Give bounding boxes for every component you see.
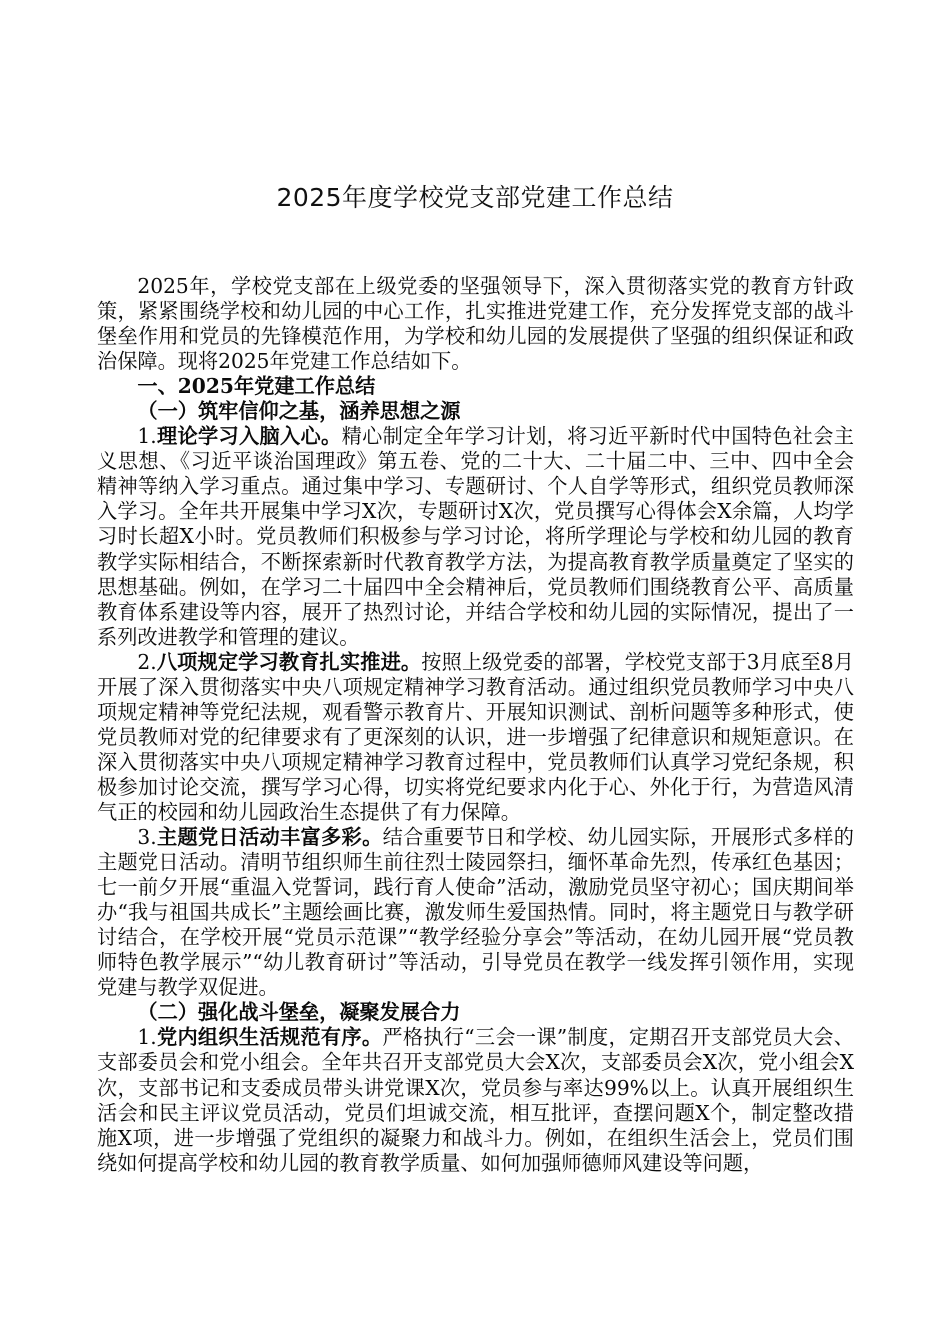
paragraph-text: 按照上级党委的部署，学校党支部于3月底至8月开展了深入贯彻落实中央八项规定精神学习教育活动。通过组织党员教师学习中央八项规定精神等党纪法规，观看警示教育片、开展知识测试、剖析问题等多种形式，使党员教师对党的纪律要求有了更深刻的认识，进一步增强了纪律意识和规矩意识。在深入贯彻落实中央八项规定精神学习教育过程中，党员教师们认真学习党纪条规，积极参加讨论交流，撰写学习心得，切实将党纪要求内化于心、外化于行，为营造风清气正的校园和幼儿园政治生态提供了有力保障。 (97, 649, 854, 824)
heading-text: （一）筑牢信仰之基，涵养思想之源 (137, 399, 461, 424)
item-number: 1. (137, 424, 157, 449)
section-heading-1 (97, 374, 854, 399)
item-lead: 八项规定学习教育扎实推进。 (156, 649, 422, 674)
item-number: 3. (137, 825, 157, 850)
page-title: 2025年度学校党支部党建工作总结 (276, 183, 674, 212)
paragraph-item-2 (97, 650, 854, 825)
paragraph-text: 精心制定全年学习计划，将习近平新时代中国特色社会主义思想、《习近平谈治国理政》第五卷、党的二十大、二十届二中、三中、四中全会精神等纳入学习重点。通过集中学习、专题研讨、个人自学等形式，组织党员教师深入学习。全年共开展集中学习X次，专题研讨X次，党员撰写心得体会X余篇，人均学习时长超X小时。党员教师们积极参与学习讨论，将所学理论与学校和幼儿园的教育教学实际相结合，不断探索新时代教育教学方法，为提高教育教学质量奠定了坚实的思想基础。例如，在学习二十届四中全会精神后，党员教师们围绕教育公平、高质量教育体系建设等内容，展开了热烈讨论，并结合学校和幼儿园的实际情况，提出了一系列改进教学和管理的建议。 (97, 424, 854, 649)
section-heading-1-1 (97, 399, 854, 424)
item-number: 1. (137, 1025, 157, 1050)
section-heading-1-2 (97, 1000, 854, 1025)
paragraph-item-3 (97, 825, 854, 1000)
document-body (97, 274, 854, 1176)
item-lead: 主题党日活动丰富多彩。 (156, 825, 383, 850)
item-number: 2. (137, 649, 157, 674)
paragraph-text: 2025年，学校党支部在上级党委的坚强领导下，深入贯彻落实党的教育方针政策，紧紧围绕学校和幼儿园的中心工作，扎实推进党建工作，充分发挥党支部的战斗堡垒作用和党员的先锋模范作用，为学校和幼儿园的发展提供了坚强的组织保证和政治保障。现将2025年党建工作总结如下。 (97, 274, 854, 374)
paragraph-item-4 (97, 1025, 854, 1175)
item-lead: 理论学习入脑入心。 (156, 424, 342, 449)
paragraph-text: 结合重要节日和学校、幼儿园实际，开展形式多样的主题党日活动。清明节组织师生前往烈士陵园祭扫，缅怀革命先烈，传承红色基因；七一前夕开展“重温入党誓词，践行育人使命”活动，激励党员坚守初心；国庆期间举办“我与祖国共成长”主题绘画比赛，激发师生爱国热情。同时，将主题党日与教学研讨结合，在学校开展“党员示范课”“教学经验分享会”等活动，在幼儿园开展“党员教师特色教学展示”“幼儿教育研讨”等活动，引导党员在教学一线发挥引领作用，实现党建与教学双促进。 (97, 825, 854, 1000)
paragraph-text: 严格执行“三会一课”制度，定期召开支部党员大会、支部委员会和党小组会。全年共召开支部党员大会X次，支部委员会X次，党小组会X次，支部书记和支委成员带头讲党课X次，党员参与率达99%以上。认真开展组织生活会和民主评议党员活动，党员们坦诚交流，相互批评，查摆问题X个，制定整改措施X项，进一步增强了党组织的凝聚力和战斗力。例如，在组织生活会上，党员们围绕如何提高学校和幼儿园的教育教学质量、如何加强师德师风建设等问题， (97, 1025, 854, 1175)
heading-text: 一、2025年党建工作总结 (137, 374, 376, 399)
paragraph-item-1 (97, 424, 854, 649)
paragraph-intro (97, 274, 854, 374)
item-lead: 党内组织生活规范有序。 (156, 1025, 383, 1050)
heading-text: （二）强化战斗堡垒，凝聚发展合力 (137, 1000, 461, 1025)
